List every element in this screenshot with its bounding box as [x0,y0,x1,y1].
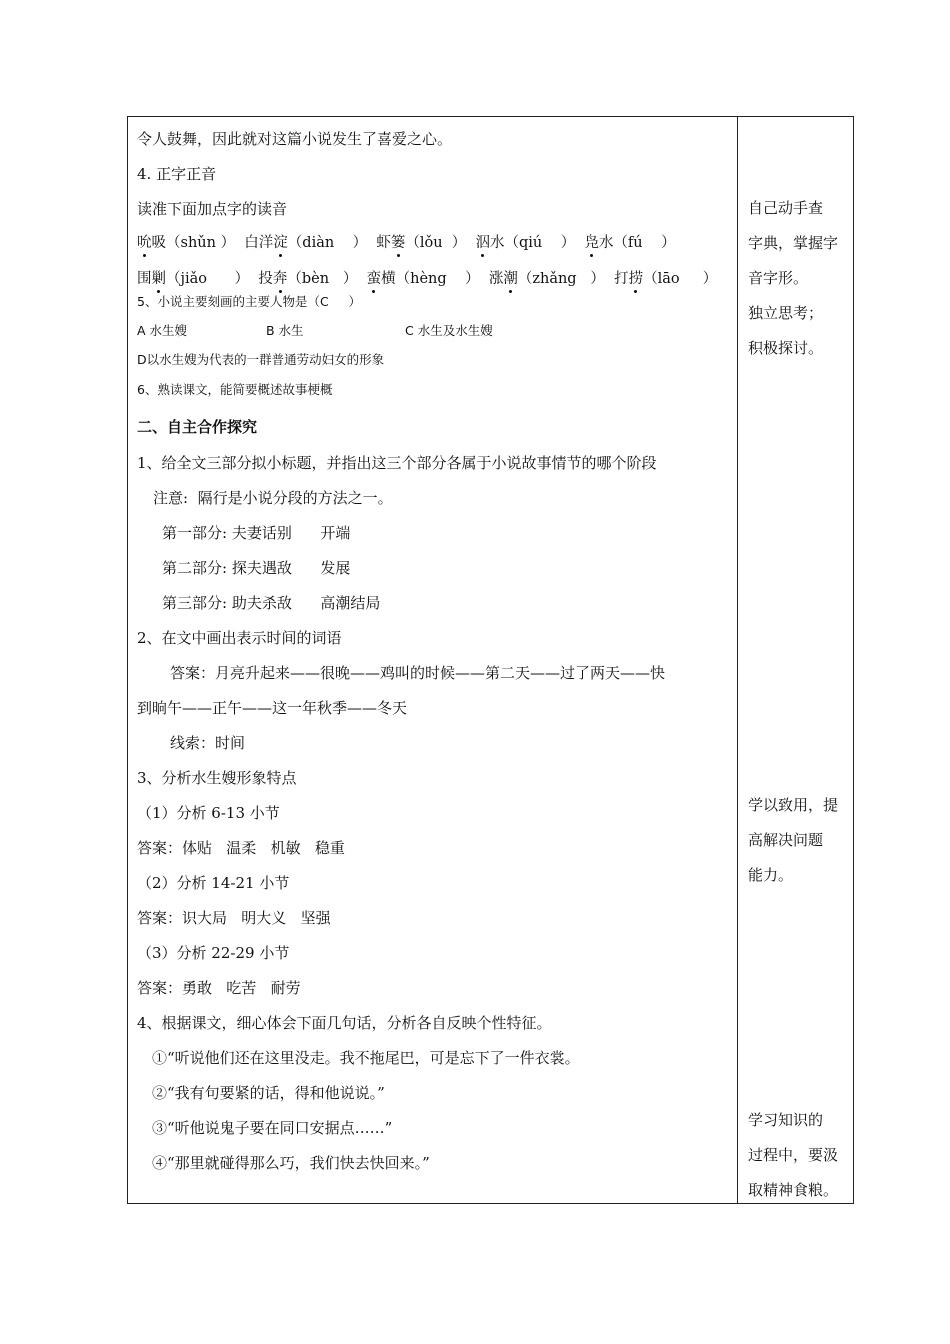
column-divider [737,116,738,1204]
dotted-character: 剿 [151,271,166,287]
pinyin-text: 围 [137,271,152,287]
side-note-line: 能力。 [748,866,794,884]
pinyin-text: 水（qiú ） [490,235,576,251]
quote-2: ②“我有句要紧的话，得和他说说。” [152,1084,385,1102]
section-heading-4: 4. 正字正音 [137,165,217,183]
text-line: 读准下面加点字的读音 [137,200,288,218]
pinyin-item [376,233,466,253]
option-d: D以水生嫂为代表的一群普通劳动妇女的形象 [137,352,385,367]
dotted-character: 捞 [628,271,644,287]
section-heading-2: 二、自主合作探究 [137,418,258,436]
pinyin-text: 吸（shǔn ） [151,235,236,251]
dotted-character: 潮 [503,271,518,287]
dotted-character: 淀 [273,235,288,251]
dotted-character: 吮 [137,235,152,251]
side-note-line: 独立思考； [748,304,824,322]
part-1: 第一部分: 夫妻话别 开端 [162,524,351,542]
side-note-line: 音字形。 [748,269,809,287]
quote-3: ③“听他说鬼子要在同口安据点……” [152,1119,393,1137]
pinyin-item [137,233,235,253]
pinyin-text: （lǒu ） [405,235,467,251]
side-note-line: 高解决问题 [748,831,824,849]
pinyin-text: 投 [258,271,273,287]
side-note-line: 学以致用，提 [748,796,839,814]
answer-line: 答案：体贴 温柔 机敏 稳重 [137,839,345,857]
pinyin-text: 横（hèng ） [381,271,480,287]
pinyin-item [614,269,717,289]
quote-1: ①“听说他们还在这里没走。我不拖尾巴，可是忘下了一件衣裳。 [152,1049,580,1067]
side-note-line: 自己动手查 [748,199,824,217]
pinyin-row-2 [137,269,717,289]
pinyin-text: （jiǎo ） [166,271,250,287]
dotted-character: 凫 [584,235,599,251]
question-6: 6、熟读课文，能简要概述故事梗概 [137,382,333,397]
option-a: A 水生嫂 [137,323,188,338]
pinyin-text: 水（fú ） [598,235,676,251]
side-note-2 [748,788,848,893]
pinyin-text: （lāo ） [643,271,718,287]
pinyin-text: 打 [614,271,629,287]
pinyin-item [367,269,480,289]
pinyin-text: 虾 [376,235,391,251]
side-note-line: 取精神食粮。 [748,1181,839,1199]
answer-line: 到晌午——正午——这一年秋季——冬天 [137,699,408,717]
dotted-character: 泅 [475,235,491,251]
pinyin-item [476,233,576,253]
pinyin-item [584,233,675,253]
task-1: 1、给全文三部分拟小标题，并指出这三个部分各属于小说故事情节的哪个阶段 [137,454,657,472]
question-5: 5、小说主要刻画的主要人物是（C ） [137,294,362,309]
pinyin-row-1 [137,233,676,253]
pinyin-text: 涨 [488,271,504,287]
sub-task: （2）分析 14-21 小节 [137,874,290,892]
answer-line: 答案：识大局 明大义 坚强 [137,909,331,927]
side-note-line: 过程中，要汲 [748,1146,839,1164]
part-3: 第三部分: 助夫杀敌 高潮结局 [162,594,381,612]
pinyin-text: 白洋 [244,235,274,251]
pinyin-item [137,269,249,289]
dotted-character: 奔 [272,271,288,287]
side-note-line: 字典，掌握字 [748,234,839,252]
part-2: 第二部分: 探夫遇敌 发展 [162,559,351,577]
pinyin-item [244,233,367,253]
task-3: 3、分析水生嫂形象特点 [137,769,297,787]
pinyin-text: （bèn ） [287,271,358,287]
pinyin-text: （zhǎng ） [517,271,605,287]
clue-line: 线索：时间 [170,734,246,752]
pinyin-item [258,269,357,289]
note: 注意: 隔行是小说分段的方法之一。 [153,489,393,507]
sub-task: （1）分析 6-13 小节 [137,804,280,822]
task-4: 4、根据课文，细心体会下面几句话，分析各自反映个性特征。 [137,1014,552,1032]
side-note-line: 学习知识的 [748,1111,824,1129]
option-b: B 水生 [266,323,304,338]
text-line: 令人鼓舞，因此就对这篇小说发生了喜爱之心。 [137,130,453,148]
sub-task: （3）分析 22-29 小节 [137,944,290,962]
dotted-character: 篓 [390,235,406,251]
pinyin-item [489,269,605,289]
side-note-3 [748,1103,848,1208]
dotted-character: 蛮 [366,271,382,287]
answer-line: 答案：勇敢 吃苦 耐劳 [137,979,301,997]
answer-line: 答案：月亮升起来——很晚——鸡叫的时候——第二天——过了两天——快 [170,664,666,682]
quote-4: ④“那里就碰得那么巧，我们快去快回来。” [152,1154,430,1172]
pinyin-text: （diàn ） [287,235,368,251]
task-2: 2、在文中画出表示时间的词语 [137,629,342,647]
side-note-1 [748,191,848,366]
side-note-line: 积极探讨。 [748,339,824,357]
option-c: C 水生及水生嫂 [405,323,493,338]
